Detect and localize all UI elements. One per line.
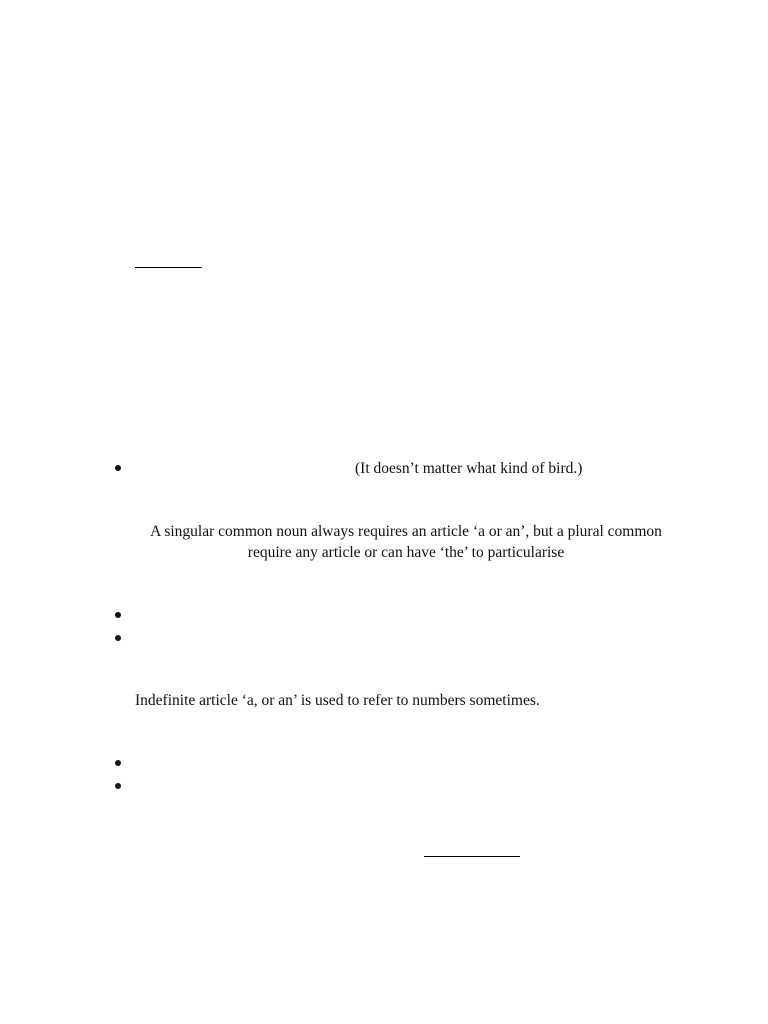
singular-rule-line-2: require any article or can have ‘the’ to particularise (247, 544, 565, 561)
bullet-point (115, 783, 121, 789)
bullet-point (115, 635, 121, 641)
singular-rule-paragraph (135, 521, 677, 563)
bird-note-text: (It doesn’t matter what kind of bird.) (355, 460, 583, 477)
bullet-point (115, 760, 121, 766)
bullet-point (115, 612, 121, 618)
underline-rule (424, 856, 520, 857)
bullet-point (115, 465, 121, 471)
singular-rule-line-1: A singular common noun always requires an article ‘a or an’, but a plural common (150, 523, 662, 540)
indefinite-note-text: Indefinite article ‘a, or an’ is used to refer to numbers sometimes. (135, 692, 540, 709)
underline-rule (135, 267, 202, 268)
